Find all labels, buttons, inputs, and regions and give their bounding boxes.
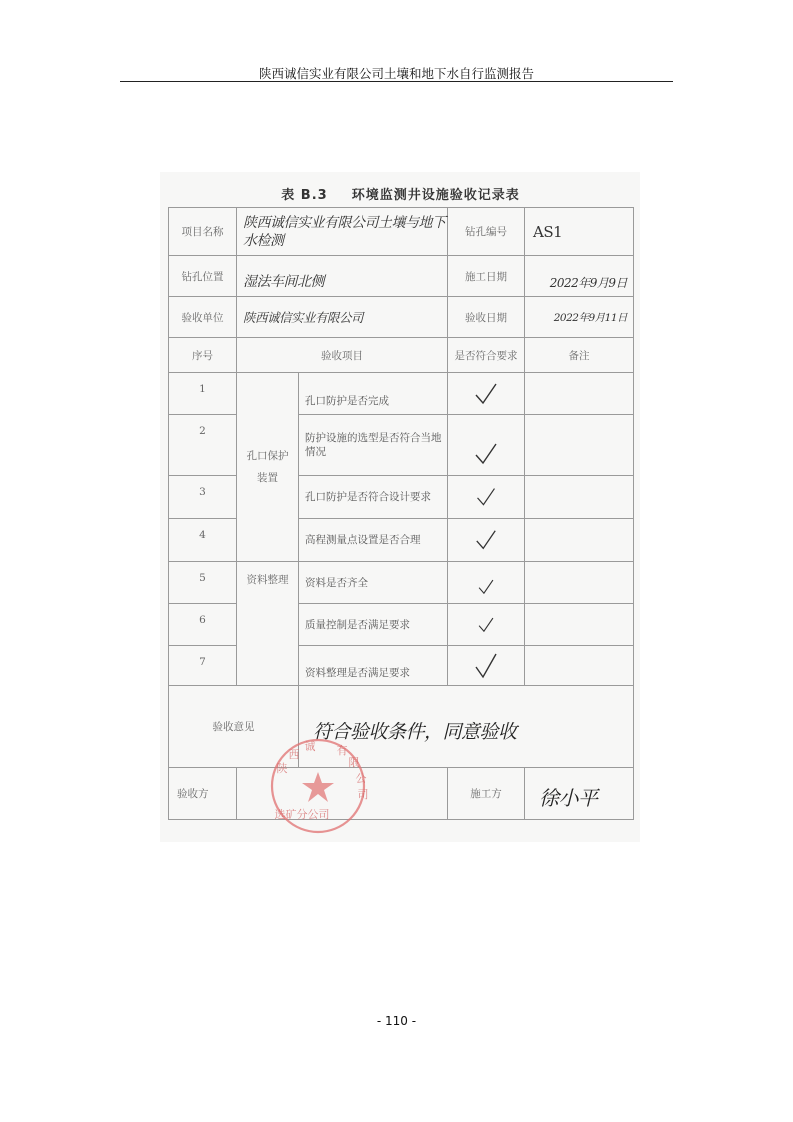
row-5-no: 5 [169, 562, 237, 604]
checkmark-icon [477, 616, 495, 634]
borehole-location-label: 钻孔位置 [169, 256, 237, 297]
form-title-text: 环境监测井设施验收记录表 [351, 188, 520, 203]
col-header-seq: 序号 [169, 338, 237, 373]
row-5-remarks [525, 562, 634, 604]
checkmark-icon [473, 441, 499, 467]
acceptance-unit-label: 验收单位 [169, 297, 237, 338]
form-title [168, 184, 633, 203]
col-header-compliance: 是否符合要求 [448, 338, 525, 373]
row-4-no: 4 [169, 519, 237, 562]
acceptor-label: 验收方 [169, 768, 237, 820]
row-7-no: 7 [169, 646, 237, 686]
row-5-item: 资料是否齐全 [299, 562, 448, 604]
checkmark-icon [474, 528, 498, 552]
checkmark-icon [473, 651, 499, 681]
col-header-item: 验收项目 [237, 338, 448, 373]
project-name-value: 陕西诚信实业有限公司土壤与地下水检测 [237, 208, 448, 256]
form-title-number: 表 B.3 [281, 188, 328, 203]
borehole-no-label: 钻孔编号 [448, 208, 525, 256]
group-data-organization: 资料整理 [237, 562, 299, 686]
constructor-label: 施工方 [448, 768, 525, 820]
constructor-signature: 徐小平 [525, 768, 634, 820]
svg-text:西: 西 [288, 748, 300, 761]
svg-text:公: 公 [355, 772, 367, 785]
project-name-label: 项目名称 [169, 208, 237, 256]
svg-text:限: 限 [348, 756, 360, 769]
row-6-no: 6 [169, 604, 237, 646]
opinion-label: 验收意见 [169, 686, 299, 768]
row-4-item: 高程测量点设置是否合理 [299, 519, 448, 562]
row-7-item: 资料整理是否满足要求 [299, 646, 448, 686]
acceptance-unit-value: 陕西诚信实业有限公司 [237, 297, 448, 338]
row-2-item: 防护设施的选型是否符合当地情况 [299, 415, 448, 476]
row-1-no: 1 [169, 373, 237, 415]
row-5-check [448, 562, 525, 604]
row-6-check [448, 604, 525, 646]
checkmark-icon [477, 578, 495, 596]
svg-text:有: 有 [336, 744, 348, 757]
report-header: 陕西诚信实业有限公司土壤和地下水自行监测报告 [258, 66, 534, 81]
construction-date-value: 2022年9月9日 [525, 256, 634, 297]
row-1-check [448, 373, 525, 415]
row-3-check [448, 476, 525, 519]
row-4-remarks [525, 519, 634, 562]
row-2-remarks [525, 415, 634, 476]
header-divider [120, 81, 673, 82]
acceptance-date-label: 验收日期 [448, 297, 525, 338]
company-seal-stamp [258, 736, 378, 836]
construction-date-label: 施工日期 [448, 256, 525, 297]
acceptance-date-value: 2022年9月11日 [525, 297, 634, 338]
row-1-remarks [525, 373, 634, 415]
row-2-check [448, 415, 525, 476]
svg-text:诚: 诚 [304, 740, 316, 753]
checkmark-icon [475, 486, 497, 508]
row-7-remarks [525, 646, 634, 686]
row-6-item: 质量控制是否满足要求 [299, 604, 448, 646]
row-1-item: 孔口防护是否完成 [299, 373, 448, 415]
svg-text:司: 司 [357, 788, 369, 801]
acceptance-record-table [168, 207, 634, 820]
row-6-remarks [525, 604, 634, 646]
row-7-check [448, 646, 525, 686]
opinion-value: 符合验收条件，同意验收 [299, 686, 634, 768]
row-4-check [448, 519, 525, 562]
svg-text:陕: 陕 [276, 762, 288, 775]
svg-text:选矿分公司: 选矿分公司 [274, 808, 330, 821]
row-3-no: 3 [169, 476, 237, 519]
group-orifice-protection: 孔口保护装置 [237, 373, 299, 562]
row-3-item: 孔口防护是否符合设计要求 [299, 476, 448, 519]
page-number: - 110 - [376, 1014, 417, 1028]
borehole-location-value: 湿法车间北侧 [237, 256, 448, 297]
row-2-no: 2 [169, 415, 237, 476]
checkmark-icon [473, 381, 499, 407]
borehole-no-value: AS1 [525, 208, 634, 256]
col-header-remarks: 备注 [525, 338, 634, 373]
row-3-remarks [525, 476, 634, 519]
